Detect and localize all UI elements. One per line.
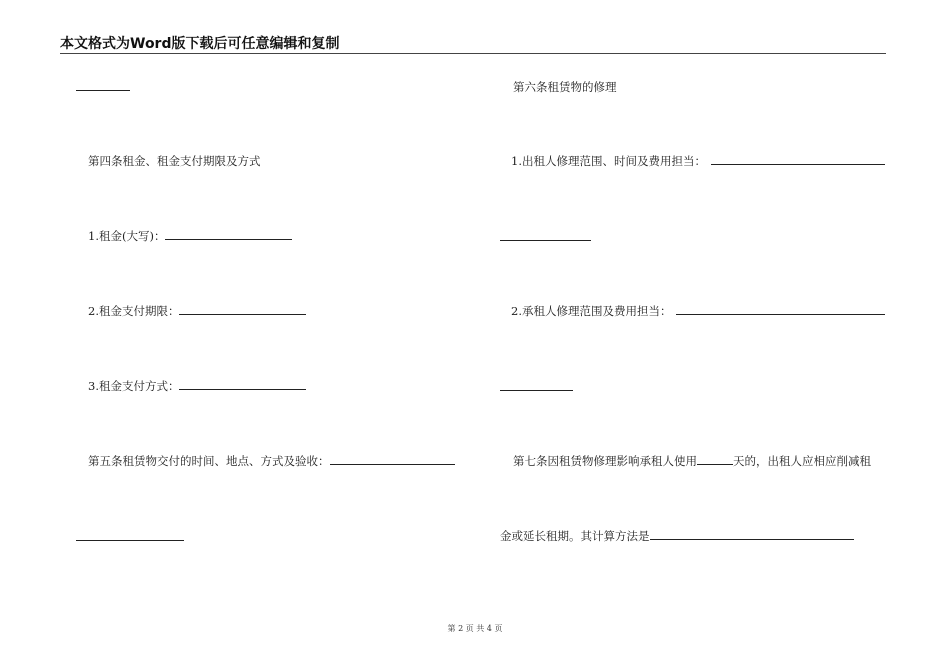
payment-method-label: 3.租金支付方式： xyxy=(88,379,180,393)
lessor-repair-blank-continued[interactable] xyxy=(500,240,591,241)
article-7-part1: 第七条因租赁物修理影响承租人使用 xyxy=(513,454,697,468)
document-header: 本文格式为Word版下载后可任意编辑和复制 xyxy=(60,36,886,54)
payment-method-blank[interactable] xyxy=(179,379,306,390)
article-5-row xyxy=(88,454,455,468)
delivery-terms-blank[interactable] xyxy=(330,454,455,465)
article-7-continued: 金或延长租期。其计算方法是 xyxy=(500,529,650,543)
article-7-part2: 天的，出租人应相应削减租 xyxy=(733,454,871,468)
rent-amount-blank[interactable] xyxy=(165,229,292,240)
repair-days-blank[interactable] xyxy=(697,454,733,465)
calculation-method-blank[interactable] xyxy=(650,529,854,540)
rent-amount-row xyxy=(88,229,292,243)
lessor-repair-blank[interactable] xyxy=(711,154,885,165)
lessor-repair-row xyxy=(511,154,885,168)
article-4-title: 第四条租金、租金支付期限及方式 xyxy=(88,154,261,168)
article-5-title: 第五条租赁物交付的时间、地点、方式及验收： xyxy=(88,454,330,468)
lessee-repair-blank[interactable] xyxy=(676,304,885,315)
payment-period-blank[interactable] xyxy=(179,304,306,315)
blank-line-top-left xyxy=(76,90,130,91)
rent-amount-label: 1.租金(大写)： xyxy=(88,229,166,243)
lessee-repair-row xyxy=(511,304,885,318)
page-footer: 第 2 页 共 4 页 xyxy=(447,624,503,633)
lessee-repair-label: 2.承租人修理范围及费用担当： xyxy=(511,304,672,318)
article-7-row xyxy=(513,454,871,468)
lessee-repair-blank-continued[interactable] xyxy=(500,390,573,391)
article-6-title: 第六条租赁物的修理 xyxy=(513,80,617,94)
article-7-continued-row xyxy=(500,529,854,543)
delivery-terms-blank-continued[interactable] xyxy=(76,540,184,541)
payment-method-row xyxy=(88,379,306,393)
lessor-repair-label: 1.出租人修理范围、时间及费用担当： xyxy=(511,154,706,168)
payment-period-label: 2.租金支付期限： xyxy=(88,304,180,318)
payment-period-row xyxy=(88,304,306,318)
